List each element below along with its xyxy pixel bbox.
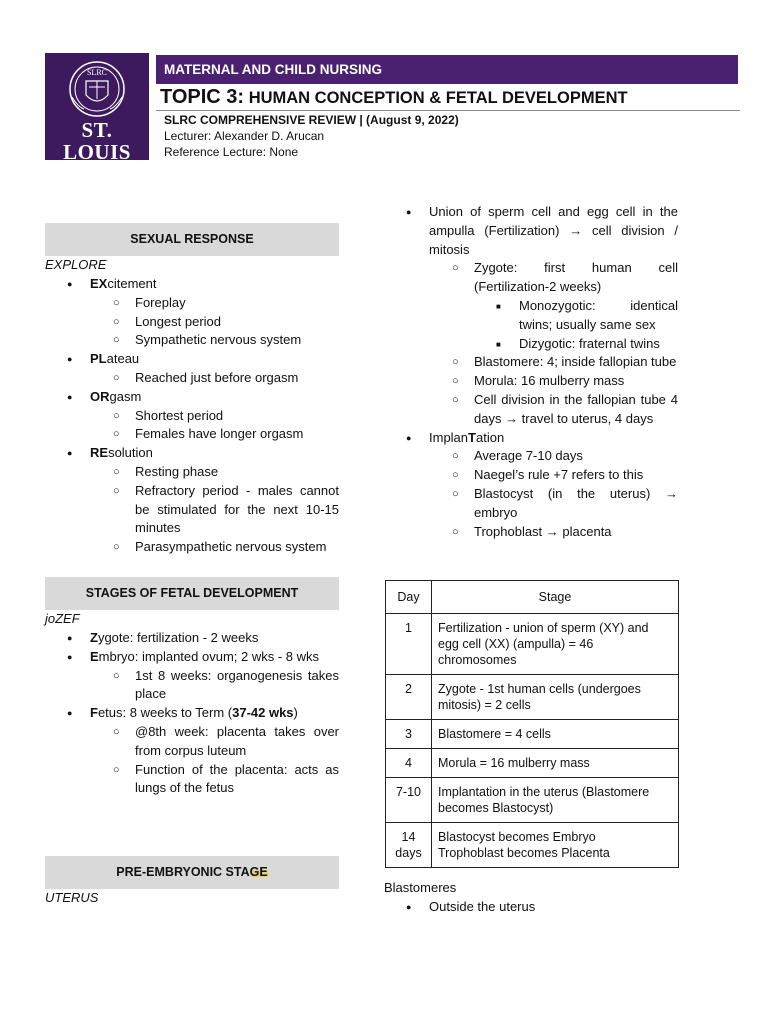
- table-cell-day: 4: [386, 749, 432, 778]
- section-heading-fetal-development: STAGES OF FETAL DEVELOPMENT: [45, 577, 339, 610]
- header-divider: [156, 110, 740, 111]
- list-item: ● ImplanTation: [384, 429, 678, 448]
- list-item: ○ Function of the placenta: acts as lungs of the fetus: [45, 761, 339, 799]
- list-item: ○ Cell division in the fallopian tube 4 days → travel to uterus, 4 days: [384, 391, 678, 429]
- list-item: ○ Blastocyst (in the uterus) → embryo: [384, 485, 678, 523]
- table-header-row: [386, 581, 679, 614]
- list-item: ● Zygote: fertilization - 2 weeks: [45, 629, 339, 648]
- table-cell-stage: Fertilization - union of sperm (XY) and egg cell (XX) (ampulla) = 46 chromosomes: [432, 614, 679, 675]
- list-item: ○ Longest period: [45, 313, 339, 332]
- table-row: [386, 614, 679, 675]
- list-item: ○ Naegel’s rule +7 refers to this: [384, 466, 678, 485]
- table-cell-stage: Blastomere = 4 cells: [432, 720, 679, 749]
- list-item: ○ Average 7-10 days: [384, 447, 678, 466]
- list-item: ○ Sympathetic nervous system: [45, 331, 339, 350]
- list-item: ● ORgasm: [45, 388, 339, 407]
- section-heading-sexual-response: SEXUAL RESPONSE: [45, 223, 339, 256]
- review-line: SLRC COMPREHENSIVE REVIEW | (August 9, 2022): [164, 113, 459, 127]
- list-item: ○ @8th week: placenta takes over from corpus luteum: [45, 723, 339, 761]
- table-row: [386, 720, 679, 749]
- table-row: [386, 675, 679, 720]
- table-row: [386, 749, 679, 778]
- list-item: ● PLateau: [45, 350, 339, 369]
- logo-top-text: SLRC: [86, 68, 108, 77]
- course-bar: MATERNAL AND CHILD NURSING: [156, 55, 738, 84]
- explore-mnemonic: EXPLORE: [45, 257, 107, 272]
- table-header-day: Day: [386, 581, 432, 614]
- uterus-label: UTERUS: [45, 890, 99, 905]
- list-item: ○ Zygote: first human cell (Fertilization-2 weeks): [384, 259, 678, 297]
- list-item: ● Embryo: implanted ovum; 2 wks - 8 wks: [45, 648, 339, 667]
- header-meta: [164, 112, 459, 160]
- list-item: ○ Trophoblast → placenta: [384, 523, 678, 542]
- list-item: ○ 1st 8 weeks: organogenesis takes place: [45, 667, 339, 705]
- logo: [45, 53, 149, 172]
- list-item: ○ Foreplay: [45, 294, 339, 313]
- table-cell-day: 14 days: [386, 823, 432, 868]
- list-item: ■ Dizygotic: fraternal twins: [384, 335, 678, 354]
- list-item: ■ Monozygotic: identical twins; usually same sex: [384, 297, 678, 335]
- jozef-mnemonic: joZEF: [45, 611, 80, 626]
- list-item: ○ Resting phase: [45, 463, 339, 482]
- conception-list: [384, 203, 678, 541]
- topic-name: HUMAN CONCEPTION & FETAL DEVELOPMENT: [248, 89, 628, 107]
- list-item: ○ Blastomere: 4; inside fallopian tube: [384, 353, 678, 372]
- sexual-response-list: [45, 275, 339, 557]
- crest-icon: [66, 57, 128, 121]
- topic-title: [160, 86, 628, 109]
- lecturer-line: Lecturer: Alexander D. Arucan: [164, 129, 325, 143]
- reference-line: Reference Lecture: None: [164, 145, 299, 159]
- list-item: ● REsolution: [45, 444, 339, 463]
- list-item: ○ Parasympathetic nervous system: [45, 538, 339, 557]
- stages-table: [385, 580, 679, 868]
- table-row: [386, 778, 679, 823]
- table-cell-stage: Implantation in the uterus (Blastomere becomes Blastocyst): [432, 778, 679, 823]
- list-item: ○ Females have longer orgasm: [45, 425, 339, 444]
- highlight-mark: GE: [249, 865, 268, 879]
- list-item: ● Union of sperm cell and egg cell in the ampulla (Fertilization) → cell division / mitosis: [384, 203, 678, 259]
- table-cell-stage: Zygote - 1st human cells (undergoes mitosis) = 2 cells: [432, 675, 679, 720]
- list-item: ○ Refractory period - males cannot be stimulated for the next 10-15 minutes: [45, 482, 339, 538]
- table-cell-stage: Blastocyst becomes Embryo Trophoblast becomes Placenta: [432, 823, 679, 868]
- list-item: ○ Morula: 16 mulberry mass: [384, 372, 678, 391]
- table-cell-day: 7-10: [386, 778, 432, 823]
- list-item: ● Fetus: 8 weeks to Term (37-42 wks): [45, 704, 339, 723]
- list-item: ○ Reached just before orgasm: [45, 369, 339, 388]
- blastomeres-label: Blastomeres: [384, 880, 457, 895]
- table-cell-day: 1: [386, 614, 432, 675]
- table-cell-stage: Morula = 16 mulberry mass: [432, 749, 679, 778]
- table-cell-day: 3: [386, 720, 432, 749]
- fetal-stage-list: [45, 629, 339, 798]
- topic-prefix: TOPIC 3:: [160, 86, 245, 108]
- section-heading-pre-embryonic: PRE-EMBRYONIC STAGE: [45, 856, 339, 889]
- table-row: [386, 823, 679, 868]
- table-header-stage: Stage: [432, 581, 679, 614]
- logo-name: ST. LOUIS: [63, 118, 131, 164]
- list-item: ○ Shortest period: [45, 407, 339, 426]
- table-cell-day: 2: [386, 675, 432, 720]
- blastomeres-list: [384, 898, 678, 917]
- list-item: ● Outside the uterus: [384, 898, 678, 917]
- list-item: ● EXcitement: [45, 275, 339, 294]
- logo-subtitle: REVIEW CENTER: [59, 162, 135, 172]
